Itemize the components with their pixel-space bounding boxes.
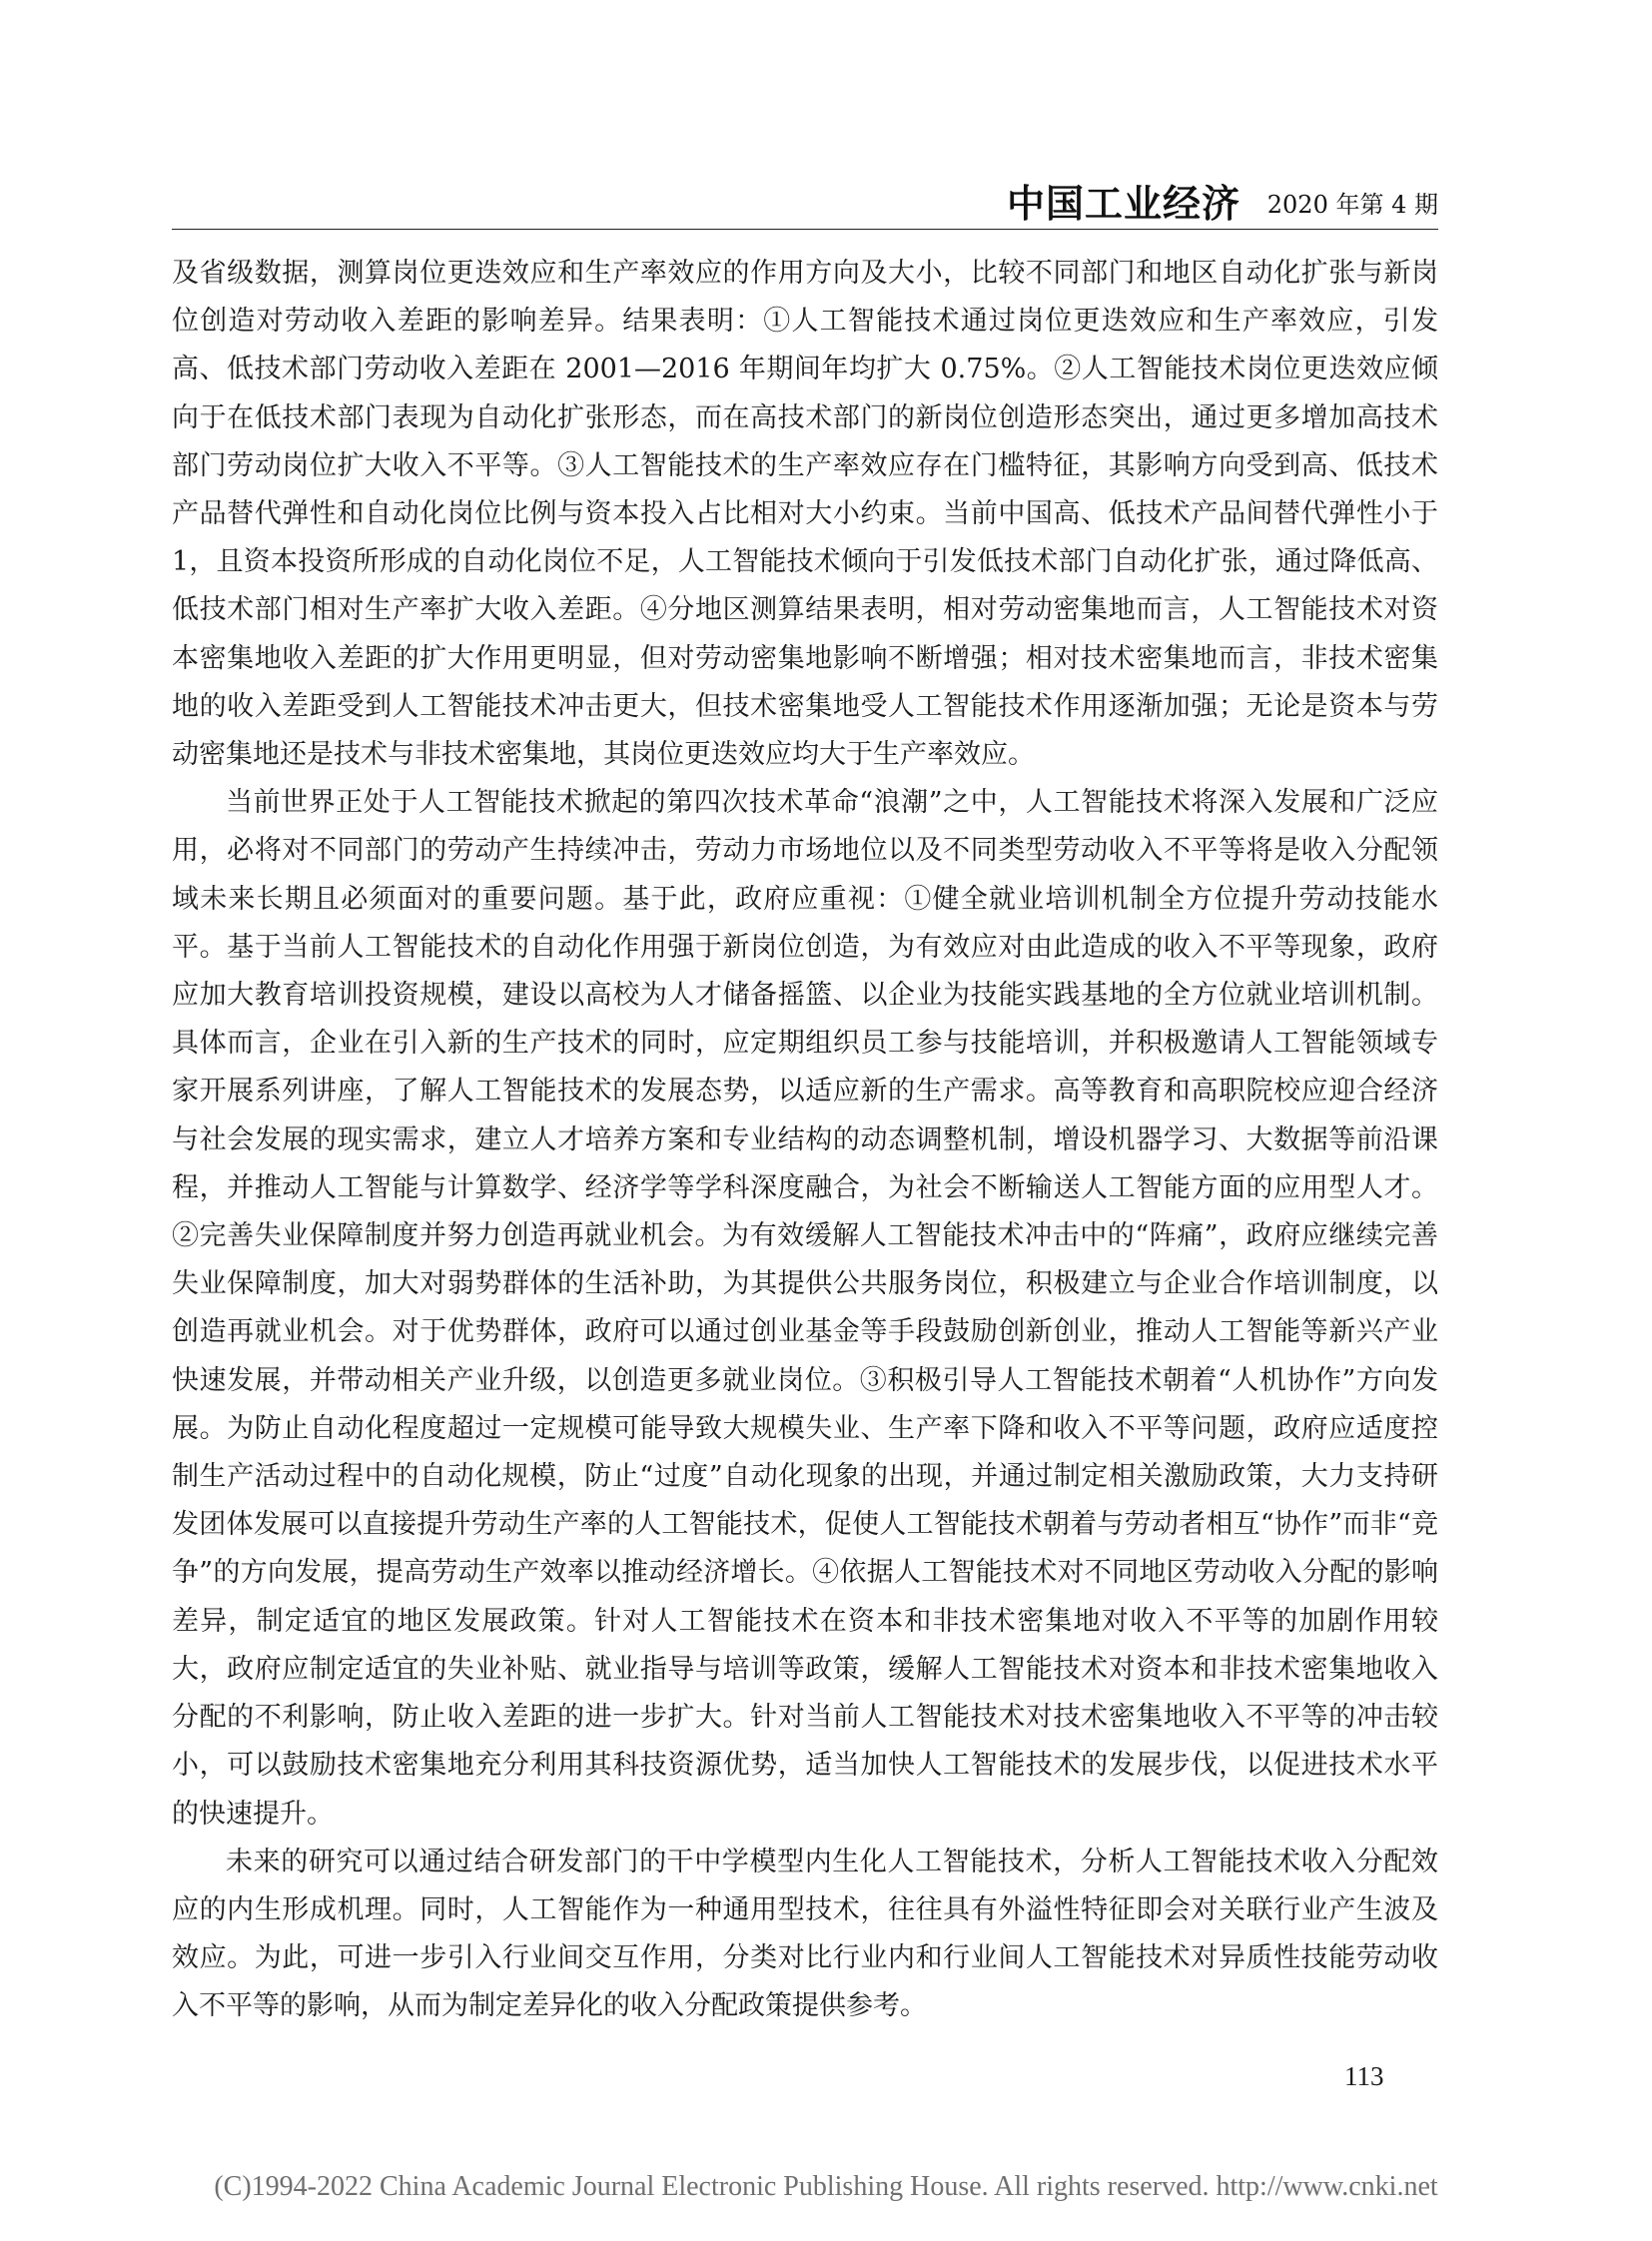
page-number: 113	[1344, 2061, 1384, 2091]
paragraph-future-research: 未来的研究可以通过结合研发部门的干中学模型内生化人工智能技术，分析人工智能技术收入分配效应的内生形成机理。同时，人工智能作为一种通用型技术，往往具有外溢性特征即会对关联行业产生波及效应。为此，可进一步引入行业间交互作用，分类对比行业内和行业间人工智能技术对异质性技能劳动收入不平等的影响，从而为制定差异化的收入分配政策提供参考。	[172, 1846, 1438, 2022]
issue-label: 2020 年第 4 期	[1266, 191, 1438, 219]
article-body	[172, 250, 1438, 2031]
copyright-footer: (C)1994-2022 China Academic Journal Electronic Publishing House. All rights reserved. http://www.cnki.net	[214, 2171, 1438, 2202]
paragraph-findings: 及省级数据，测算岗位更迭效应和生产率效应的作用方向及大小，比较不同部门和地区自动化扩张与新岗位创造对劳动收入差距的影响差异。结果表明：①人工智能技术通过岗位更迭效应和生产率效应，引发高、低技术部门劳动收入差距在 2001—2016 年期间年均扩大 0.75%。②人工智能技术岗位更迭效应倾向于在低技术部门表现为自动化扩张形态，而在高技术部门的新岗位创造形态突出，通过更多增加高技术部门劳动岗位扩大收入不平等。③人工智能技术的生产率效应存在门槛特征，其影响方向受到高、低技术产品替代弹性和自动化岗位比例与资本投入占比相对大小约束。当前中国高、低技术产品间替代弹性小于 1，且资本投资所形成的自动化岗位不足，人工智能技术倾向于引发低技术部门自动化扩张，通过降低高、低技术部门相对生产率扩大收入差距。④分地区测算结果表明，相对劳动密集地而言，人工智能技术对资本密集地收入差距的扩大作用更明显，但对劳动密集地影响不断增强；相对技术密集地而言，非技术密集地的收入差距受到人工智能技术冲击更大，但技术密集地受人工智能技术作用逐渐加强；无论是资本与劳动密集地还是技术与非技术密集地，其岗位更迭效应均大于生产率效应。	[172, 258, 1438, 771]
paragraph-policy: 当前世界正处于人工智能技术掀起的第四次技术革命“浪潮”之中，人工智能技术将深入发展和广泛应用，必将对不同部门的劳动产生持续冲击，劳动力市场地位以及不同类型劳动收入不平等将是收入分配领域未来长期且必须面对的重要问题。基于此，政府应重视：①健全就业培训机制全方位提升劳动技能水平。基于当前人工智能技术的自动化作用强于新岗位创造，为有效应对由此造成的收入不平等现象，政府应加大教育培训投资规模，建设以高校为人才储备摇篮、以企业为技能实践基地的全方位就业培训机制。具体而言，企业在引入新的生产技术的同时，应定期组织员工参与技能培训，并积极邀请人工智能领域专家开展系列讲座，了解人工智能技术的发展态势，以适应新的生产需求。高等教育和高职院校应迎合经济与社会发展的现实需求，建立人才培养方案和专业结构的动态调整机制，增设机器学习、大数据等前沿课程，并推动人工智能与计算数学、经济学等学科深度融合，为社会不断输送人工智能方面的应用型人才。②完善失业保障制度并努力创造再就业机会。为有效缓解人工智能技术冲击中的“阵痛”，政府应继续完善失业保障制度，加大对弱势群体的生活补助，为其提供公共服务岗位，积极建立与企业合作培训制度，以创造再就业机会。对于优势群体，政府可以通过创业基金等手段鼓励创新创业，推动人工智能等新兴产业快速发展，并带动相关产业升级，以创造更多就业岗位。③积极引导人工智能技术朝着“人机协作”方向发展。为防止自动化程度超过一定规模可能导致大规模失业、生产率下降和收入不平等问题，政府应适度控制生产活动过程中的自动化规模，防止“过度”自动化现象的出现，并通过制定相关激励政策，大力支持研发团体发展可以直接提升劳动生产率的人工智能技术，促使人工智能技术朝着与劳动者相互“协作”而非“竞争”的方向发展，提高劳动生产效率以推动经济增长。④依据人工智能技术对不同地区劳动收入分配的影响差异，制定适宜的地区发展政策。针对人工智能技术在资本和非技术密集地对收入不平等的加剧作用较大，政府应制定适宜的失业补贴、就业指导与培训等政策，缓解人工智能技术对资本和非技术密集地收入分配的不利影响，防止收入差距的进一步扩大。针对当前人工智能技术对技术密集地收入不平等的冲击较小，可以鼓励技术密集地充分利用其科技资源优势，适当加快人工智能技术的发展步伐，以促进技术水平的快速提升。	[172, 787, 1438, 1830]
header-rule	[172, 229, 1438, 230]
running-header	[172, 182, 1438, 226]
journal-name: 中国工业经济	[1006, 182, 1240, 226]
